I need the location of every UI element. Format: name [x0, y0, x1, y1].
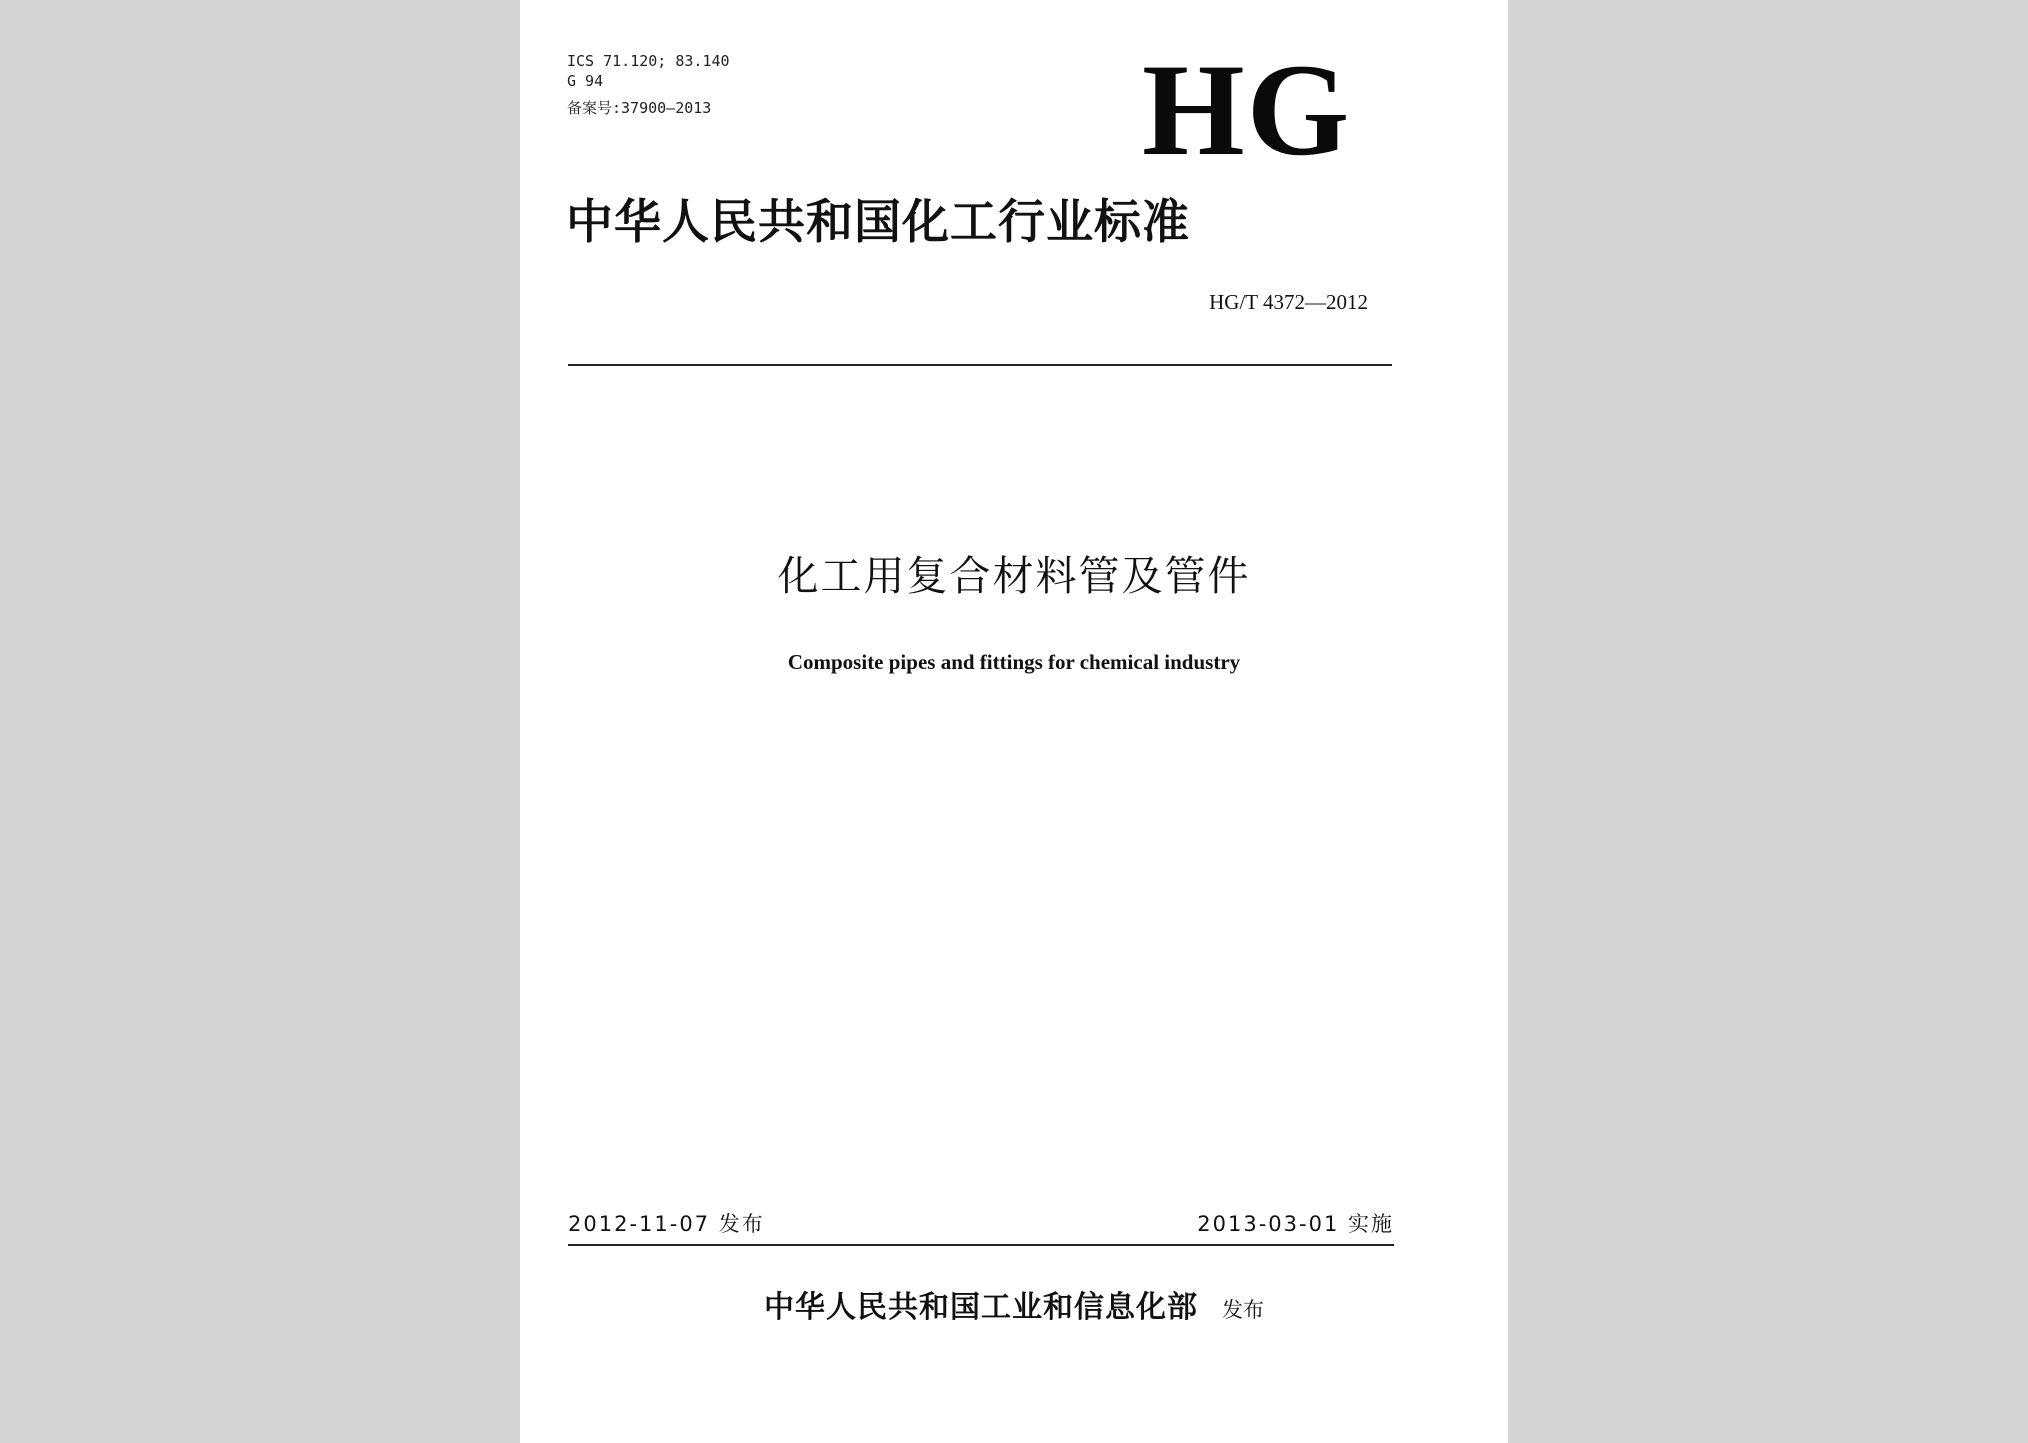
header-divider: [568, 364, 1392, 366]
publisher-suffix: 发布: [1222, 1298, 1264, 1322]
record-number: 备案号:37900—2013: [567, 99, 712, 117]
document-page: [520, 0, 1508, 1443]
issue-date: 2012-11-07 发布: [568, 1212, 765, 1236]
footer-divider: [568, 1244, 1394, 1246]
standard-title: 中华人民共和国化工行业标准: [566, 195, 1190, 250]
standard-code: HG/T 4372—2012: [1209, 290, 1368, 314]
effective-date: 2013-03-01 实施: [1197, 1212, 1394, 1236]
document-title-en: Composite pipes and fittings for chemical industry: [787, 650, 1241, 674]
hg-logo: HG: [1142, 36, 1352, 183]
document-title-cn: 化工用复合材料管及管件: [777, 552, 1251, 600]
ics-code: ICS 71.120; 83.140: [567, 52, 730, 70]
date-row: [568, 1210, 1394, 1240]
publisher-row: [520, 1288, 1508, 1330]
classification-code: G 94: [567, 72, 604, 90]
publisher-name: 中华人民共和国工业和信息化部: [764, 1290, 1198, 1325]
